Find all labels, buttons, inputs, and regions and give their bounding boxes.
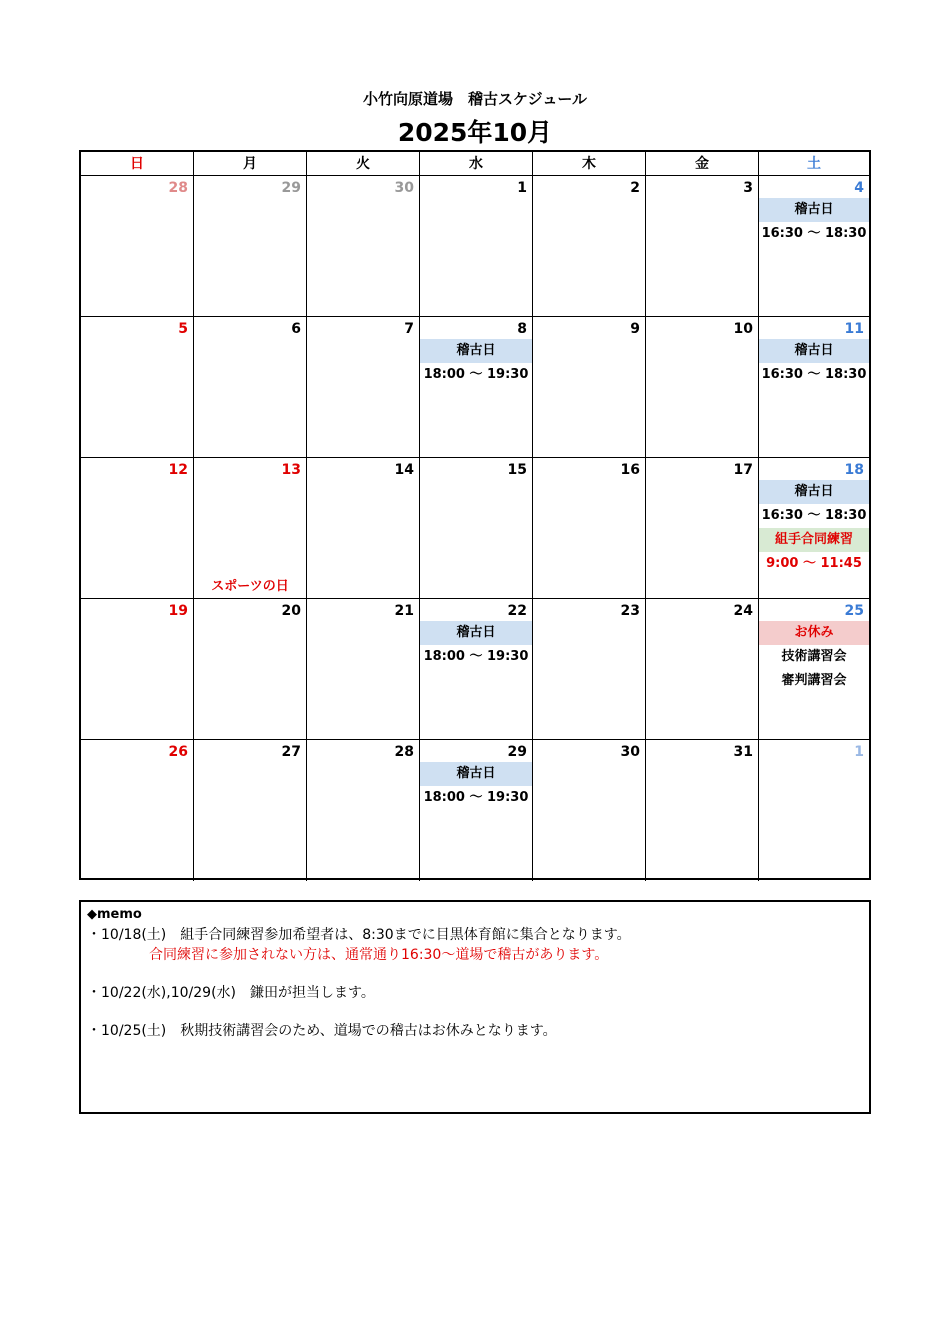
day-cell: [307, 317, 420, 458]
day-number: 28: [394, 744, 414, 760]
day-number: 12: [168, 462, 188, 478]
day-number: 31: [733, 744, 753, 760]
day-cell: [307, 458, 420, 599]
practice-day-label: 稽古日: [759, 198, 869, 222]
memo-line: ・10/22(水),10/29(水) 鎌田が担当します。: [87, 985, 375, 1001]
day-cell: [81, 599, 194, 740]
day-number: 27: [281, 744, 301, 760]
day-number: 28: [168, 180, 188, 196]
day-number: 19: [168, 603, 188, 619]
weekday-header: 日: [81, 152, 194, 176]
weekday-header: 月: [194, 152, 307, 176]
day-number: 30: [620, 744, 640, 760]
day-number: 20: [281, 603, 301, 619]
day-number: 30: [394, 180, 414, 196]
practice-day-label: 稽古日: [759, 480, 869, 504]
day-off-label: お休み: [759, 621, 869, 645]
event-detail: 18:00 〜 19:30: [423, 790, 529, 805]
event-list: [759, 480, 869, 576]
day-number: 21: [394, 603, 414, 619]
memo-box: [79, 900, 871, 1114]
day-number: 18: [844, 462, 864, 478]
event-detail: 審判講習会: [781, 673, 847, 688]
practice-day-label: 稽古日: [420, 762, 532, 786]
day-cell: [759, 317, 869, 458]
event-list: [420, 621, 532, 669]
day-cell: [194, 740, 307, 881]
day-cell: [420, 599, 533, 740]
day-cell: [194, 458, 307, 599]
day-cell: [81, 740, 194, 881]
day-cell: [420, 317, 533, 458]
day-cell: [646, 740, 759, 881]
day-cell: [759, 176, 869, 317]
day-number: 10: [733, 321, 753, 337]
event-detail: 9:00 〜 11:45: [766, 556, 862, 571]
day-number: 7: [404, 321, 414, 337]
day-number: 5: [178, 321, 188, 337]
calendar-grid: [79, 150, 871, 880]
practice-day-label: 稽古日: [420, 339, 532, 363]
day-number: 11: [844, 321, 864, 337]
event-detail: 16:30 〜 18:30: [761, 367, 867, 382]
day-number: 8: [517, 321, 527, 337]
day-number: 9: [630, 321, 640, 337]
weekday-header: 火: [307, 152, 420, 176]
day-number: 16: [620, 462, 640, 478]
day-number: 29: [507, 744, 527, 760]
day-cell: [533, 740, 646, 881]
day-cell: [307, 176, 420, 317]
day-cell: [194, 176, 307, 317]
day-number: 1: [854, 744, 864, 760]
event-list: [759, 198, 869, 246]
day-cell: [533, 458, 646, 599]
day-cell: [194, 317, 307, 458]
event-list: [420, 762, 532, 810]
practice-day-label: 稽古日: [420, 621, 532, 645]
day-cell: [420, 458, 533, 599]
event-detail: 18:00 〜 19:30: [423, 649, 529, 664]
kumite-practice-label: 組手合同練習: [759, 528, 869, 552]
day-number: 24: [733, 603, 753, 619]
month-title: 2025年10月: [397, 118, 553, 147]
day-number: 3: [743, 180, 753, 196]
weekday-header: 木: [533, 152, 646, 176]
holiday-note: スポーツの日: [211, 579, 289, 594]
day-number: 6: [291, 321, 301, 337]
memo-heading: ◆memo: [87, 907, 142, 922]
day-number: 15: [507, 462, 527, 478]
day-cell: [759, 458, 869, 599]
weekday-header: 金: [646, 152, 759, 176]
day-number: 23: [620, 603, 640, 619]
day-cell: [759, 599, 869, 740]
day-cell: [420, 740, 533, 881]
event-list: [759, 621, 869, 693]
practice-day-label: 稽古日: [759, 339, 869, 363]
event-detail: 16:30 〜 18:30: [761, 508, 867, 523]
event-detail: 18:00 〜 19:30: [423, 367, 529, 382]
day-cell: [533, 317, 646, 458]
event-list: [759, 339, 869, 387]
event-detail: 技術講習会: [781, 649, 847, 664]
day-number: 25: [844, 603, 864, 619]
day-cell: [646, 317, 759, 458]
day-number: 4: [854, 180, 864, 196]
memo-line: ・10/18(土) 組手合同練習参加希望者は、8:30までに目黒体育館に集合となります。: [87, 927, 631, 943]
day-number: 26: [168, 744, 188, 760]
day-cell: [533, 599, 646, 740]
day-cell: [307, 599, 420, 740]
memo-line: ・10/25(土) 秋期技術講習会のため、道場での稽古はお休みとなります。: [87, 1023, 557, 1039]
weekday-header: 水: [420, 152, 533, 176]
memo-spacer: [87, 965, 863, 983]
day-number: 1: [517, 180, 527, 196]
event-detail: 16:30 〜 18:30: [761, 226, 867, 241]
day-cell: [646, 458, 759, 599]
day-cell: [533, 176, 646, 317]
day-cell: [307, 740, 420, 881]
day-cell: [194, 599, 307, 740]
memo-line: 合同練習に参加されない方は、通常通り16:30〜道場で稽古があります。: [149, 947, 609, 963]
memo-spacer: [87, 1003, 863, 1021]
day-cell: [420, 176, 533, 317]
weekday-header: 土: [759, 152, 869, 176]
day-number: 17: [733, 462, 753, 478]
day-cell: [759, 740, 869, 881]
day-number: 14: [394, 462, 414, 478]
day-cell: [646, 176, 759, 317]
schedule-subtitle: 小竹向原道場 稽古スケジュール: [362, 90, 588, 108]
day-number: 13: [281, 462, 301, 478]
event-list: [420, 339, 532, 387]
day-cell: [81, 458, 194, 599]
day-number: 29: [281, 180, 301, 196]
day-number: 2: [630, 180, 640, 196]
day-cell: [81, 176, 194, 317]
day-cell: [81, 317, 194, 458]
day-cell: [646, 599, 759, 740]
day-number: 22: [507, 603, 527, 619]
